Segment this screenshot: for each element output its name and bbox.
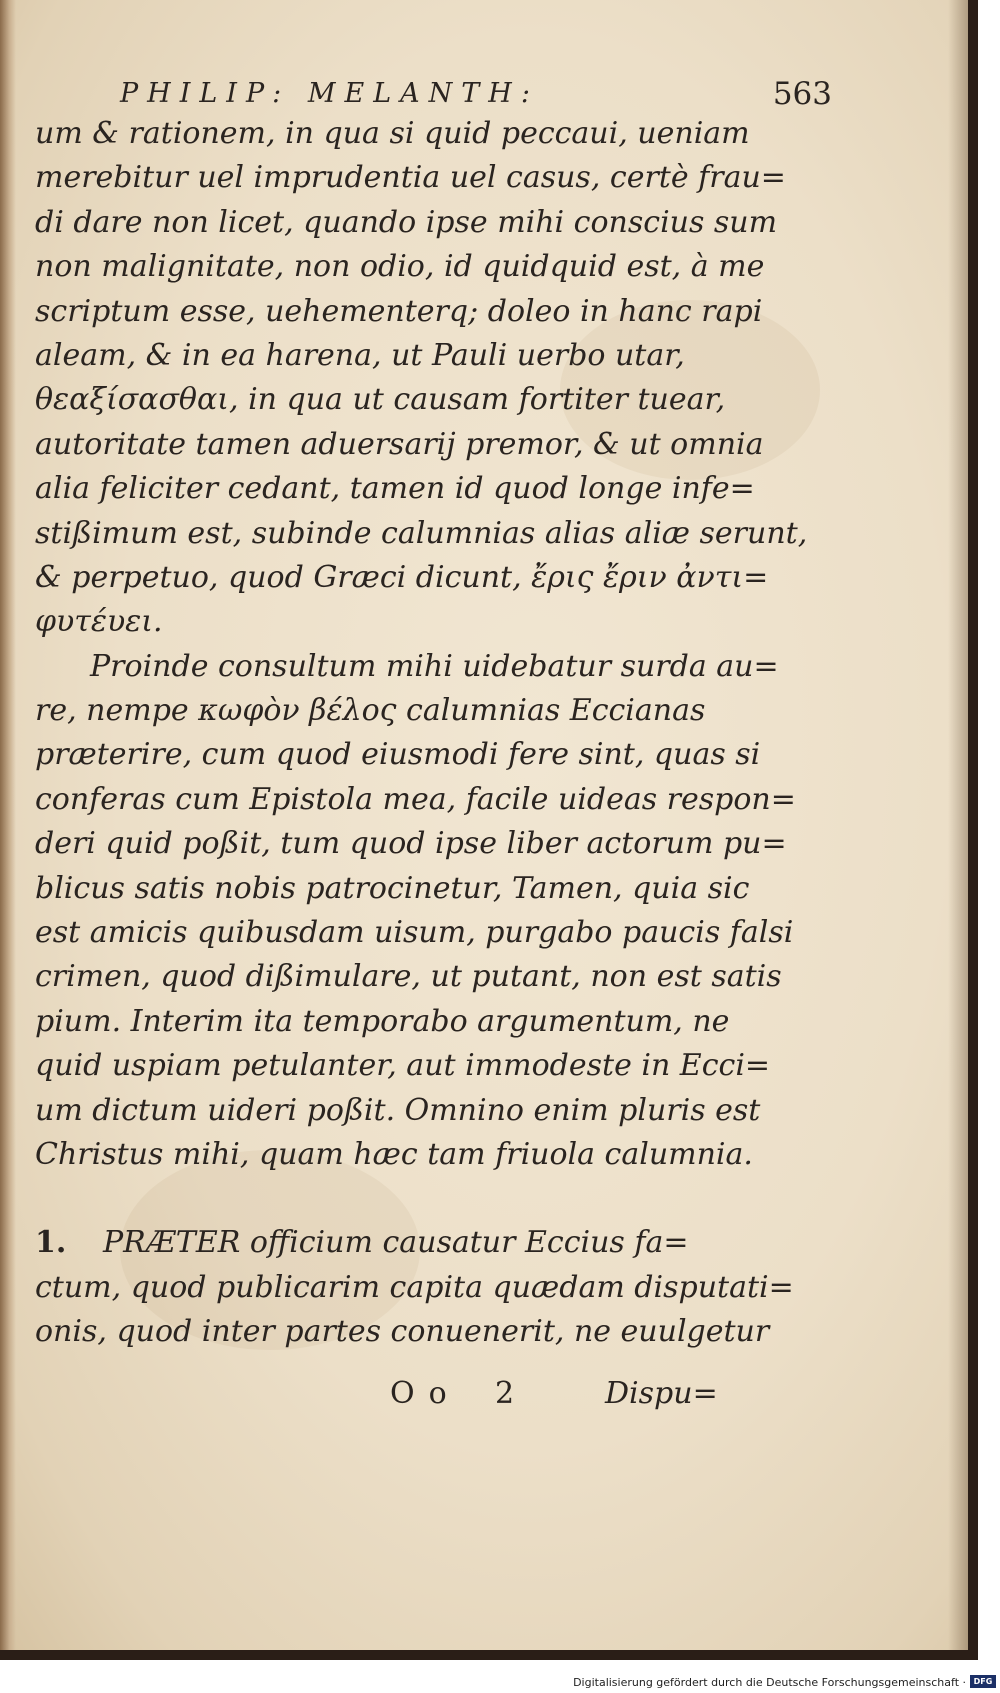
signature-catchword-line	[390, 1376, 718, 1418]
text-line: est amicis quibusdam uisum, purgabo paucis falsi	[35, 915, 794, 951]
text-line: quid uspiam petulanter, aut immodeste in Ecci=	[35, 1048, 771, 1084]
text-line: Proinde consultum mihi uidebatur surda au=	[90, 648, 779, 684]
text-line: blicus satis nobis patrocinetur, Tamen, quia sic	[35, 870, 750, 906]
text-line: φυτέυει.	[35, 604, 163, 640]
text-line: um dictum uideri poßit. Omnino enim pluris est	[35, 1092, 761, 1128]
text-line: pium. Interim ita temporabo argumentum, ne	[35, 1003, 730, 1039]
text-line: di dare non licet, quando ipse mihi conscius sum	[35, 204, 778, 240]
text-line: non malignitate, non odio, id quidquid est, à me	[35, 249, 765, 285]
text-line: θεαξίσασθαι, in qua ut causam fortiter tuear,	[35, 382, 726, 418]
paragraph-1	[35, 112, 808, 645]
text-line: scriptum esse, uehementerq; doleo in hanc rapi	[35, 293, 763, 329]
text-line: præterire, cum quod eiusmodi fere sint, quas si	[35, 737, 761, 773]
catchword: Dispu=	[605, 1376, 718, 1411]
text-line: crimen, quod dißimulare, ut putant, non est satis	[35, 959, 782, 995]
signature-mark: Oo	[390, 1376, 461, 1411]
section-1	[35, 1221, 794, 1354]
scan-footer	[0, 1673, 1000, 1693]
running-title: PHILIP: MELANTH:	[120, 78, 539, 109]
paragraph-2	[35, 645, 796, 1178]
section-first-text: PRÆTER officium causatur Eccius fa=	[103, 1225, 689, 1261]
page-number: 563	[772, 76, 832, 112]
text-line: aleam, & in ea harena, ut Pauli uerbo utar,	[35, 337, 685, 373]
dfg-logo: DFG	[970, 1675, 996, 1688]
text-line: merebitur uel imprudentia uel casus, certè frau=	[35, 160, 786, 196]
section-gap	[35, 1177, 735, 1221]
text-line: autoritate tamen aduersarij premor, & ut omnia	[35, 426, 764, 462]
text-line: re, nempe κωφὸν βέλος calumnias Eccianas	[35, 693, 706, 729]
text-line: alia feliciter cedant, tamen id quod longe infe=	[35, 471, 755, 507]
section-first-line	[35, 1221, 735, 1265]
page-edge-shadow-left	[0, 0, 16, 1650]
page-edge-shadow-right	[948, 0, 968, 1650]
text-line: onis, quod inter partes conuenerit, ne euulgetur	[35, 1314, 770, 1350]
text-line: ctum, quod publicarim capita quædam disputati=	[35, 1269, 794, 1305]
signature-number: 2	[495, 1376, 515, 1411]
text-line: um & rationem, in qua si quid peccaui, ueniam	[35, 116, 750, 151]
body-text	[35, 112, 808, 1355]
text-line: stißimum est, subinde calumnias alias aliæ serunt,	[35, 515, 808, 551]
digitization-credit: Digitalisierung gefördert durch die Deutsche Forschungsgemeinschaft ·	[573, 1676, 966, 1689]
text-line: deri quid poßit, tum quod ipse liber actorum pu=	[35, 826, 787, 862]
text-line: & perpetuo, quod Græci dicunt, ἔρις ἔριν ἀντι=	[35, 559, 769, 595]
section-number: 1.	[35, 1225, 67, 1261]
text-line: conferas cum Epistola mea, facile uideas respon=	[35, 781, 796, 817]
text-line: Christus mihi, quam hæc tam friuola calumnia.	[35, 1136, 753, 1172]
